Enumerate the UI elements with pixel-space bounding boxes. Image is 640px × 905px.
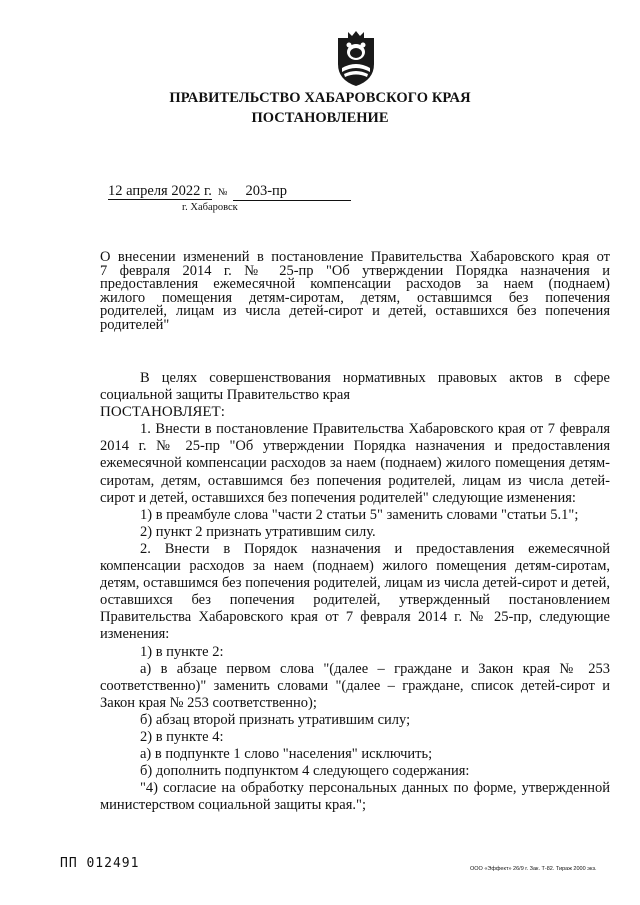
paragraph-1-item-2: 2) пункт 2 признать утратившим силу. xyxy=(140,523,376,540)
paragraph-2-item-1: 1) в пункте 2: xyxy=(140,643,224,660)
form-serial-code: ПП 012491 xyxy=(60,856,140,871)
government-title: ПРАВИТЕЛЬСТВО ХАБАРОВСКОГО КРАЯ xyxy=(169,90,471,106)
subject-line: жилого помещения детям-сиротам, детям, оставшимся без попечения xyxy=(100,289,610,306)
paragraph-2-item-2a: а) в подпункте 1 слово "населения" исключить; xyxy=(140,746,433,763)
document-type: ПОСТАНОВЛЕНИЕ xyxy=(251,110,389,126)
document-number: 203-пр xyxy=(233,183,351,201)
document-date-number xyxy=(108,183,351,201)
subject-line: предоставления ежемесячной компенсации расходов за наем (поднаем) xyxy=(100,276,610,293)
paragraph-2-item-2b-quote: "4) согласие на обработку персональных данных по форме, утвержденной министерством социальной защиты края."; xyxy=(100,780,610,814)
paragraph-2-item-1a: а) в абзаце первом слова "(далее – граждане и Закон края № 253 соответственно)" заменить словами "(далее – граждане, список детей-сирот и Закон края № 253 соответственно); xyxy=(100,660,610,711)
coat-of-arms-icon xyxy=(334,30,378,88)
paragraph-1-item-1: 1) в преамбуле слова "части 2 статьи 5" заменить словами "статьи 5.1"; xyxy=(140,506,579,523)
subject-line: родителей, лицам из числа детей-сирот и детей, оставшихся без попечения xyxy=(100,303,610,320)
document-subject xyxy=(100,251,610,333)
paragraph-2: 2. Внести в Порядок назначения и предоставления ежемесячной компенсации расходов за наем (поднаем) жилого помещения детям-сиротам, детям, оставшимся без попечения родителей, лицам из числа детей-сирот и детей, оставшихся без попечения родителей, утвержденный постановлением Правительства Хабаровского края от 7 февраля 2014 г. № 25-пр, следующие изменения: xyxy=(100,540,610,643)
paragraph-2-item-2b: б) дополнить подпунктом 4 следующего содержания: xyxy=(140,763,470,780)
paragraph-1: 1. Внести в постановление Правительства Хабаровского края от 7 февраля 2014 г. № 25-пр "Об утверждении Порядка назначения и предоставления ежемесячной компенсации расходов за наем (поднаем) жилого помещения детям-сиротам, детям, оставшимся без попечения родителей, лицам из числа детей-сирот и детей, оставшихся без попечения родителей" следующие изменения: xyxy=(100,421,610,506)
subject-line: 7 февраля 2014 г. № 25-пр "Об утверждении Порядка назначения и xyxy=(100,262,610,279)
document-body xyxy=(100,370,610,814)
decree-heading: ПОСТАНОВЛЯЕТ: xyxy=(100,404,225,421)
document-date: 12 апреля 2022 г. xyxy=(108,183,212,199)
number-sign: № xyxy=(217,187,228,198)
paragraph-2-item-2: 2) в пункте 4: xyxy=(140,728,224,745)
subject-line: родителей" xyxy=(100,316,170,333)
document-city: г. Хабаровск xyxy=(182,202,238,213)
paragraph-2-item-1b: б) абзац второй признать утратившим силу; xyxy=(140,711,411,728)
intro-paragraph: В целях совершенствования нормативных правовых актов в сфере социальной защиты Правительство края xyxy=(100,370,610,404)
printer-imprint: ООО «Эффект» 26/9 г. Зак. Т-82. Тираж 2000 экз. xyxy=(470,866,597,872)
subject-line: О внесении изменений в постановление Правительства Хабаровского края от xyxy=(100,249,610,265)
